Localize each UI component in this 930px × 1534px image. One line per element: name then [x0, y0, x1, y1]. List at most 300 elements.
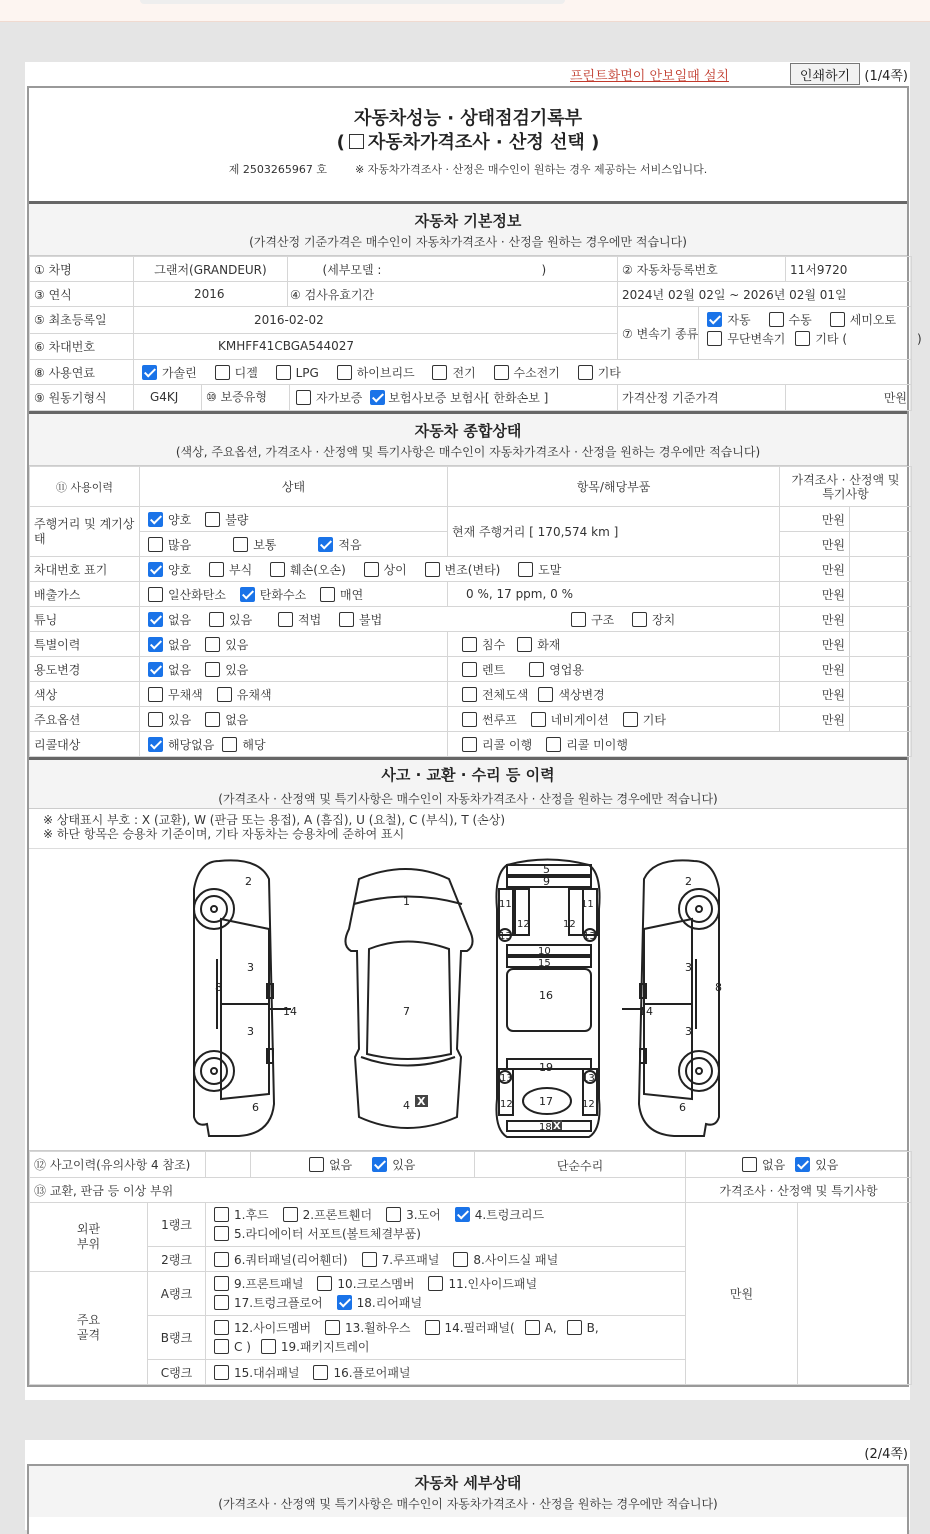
vin-value [134, 333, 618, 360]
svg-text:8: 8 [215, 981, 222, 994]
trans-manual-checkbox[interactable] [769, 312, 784, 327]
part-pillar-c-checkbox[interactable] [214, 1339, 229, 1354]
accident-note-1: ※ 상태표시 부호 : X (교환), W (판금 또는 용접), A (흠집), U (요철), C (부식), T (손상) [43, 813, 506, 827]
purpose-rent-checkbox[interactable] [462, 662, 477, 677]
basic-info-subheading: (가격산정 기준가격은 매수인이 자동차가격조사 · 산정을 원하는 경우에만 적습니다) [249, 235, 687, 249]
color-full-paint-checkbox[interactable] [462, 687, 477, 702]
purpose-note [850, 657, 912, 682]
col-price: 가격조사 · 산정액 및 특기사항 [780, 467, 912, 507]
svg-text:5: 5 [543, 863, 550, 876]
mileage-state-row2 [140, 532, 448, 557]
purpose-yes-checkbox[interactable] [205, 662, 220, 677]
svg-text:13: 13 [499, 931, 512, 942]
trans-semi-checkbox[interactable] [830, 312, 845, 327]
part-front-panel: 9.프론트패널 [234, 1276, 304, 1291]
tuning-label: 튜닝 [30, 607, 140, 632]
fuel-hybrid-label: 하이브리드 [356, 365, 415, 380]
option-other-checkbox[interactable] [623, 712, 638, 727]
svg-text:2: 2 [685, 875, 692, 888]
part-pillar-c: C ) [234, 1339, 251, 1354]
fuel-lpg-checkbox[interactable] [276, 365, 291, 380]
rankC-items [206, 1360, 686, 1385]
special-fire-checkbox[interactable] [517, 637, 532, 652]
page2-number: (2/4쪽) [864, 1447, 908, 1462]
first-reg-text: 2016-02-02 [254, 312, 324, 327]
part-rear-panel: 18.리어패널 [356, 1295, 423, 1310]
special-options [140, 632, 448, 657]
recall-items [448, 732, 912, 757]
car-right-side-view [622, 860, 719, 1136]
mileage-price-2: 만원 [780, 532, 850, 557]
col-usage: ⑪ 사용이력 [30, 467, 140, 507]
rankB-items [206, 1316, 686, 1360]
warranty-label: ⑩ 보증유형 [202, 385, 290, 410]
history-label: ⑫ 사고이력(유의사항 4 참조) [30, 1152, 206, 1178]
accident-notes [29, 809, 907, 849]
part-hood: 1.후드 [234, 1207, 269, 1222]
svg-text:17: 17 [539, 1095, 553, 1108]
report-title: 자동차성능 · 상태점검기록부 [353, 108, 583, 129]
exhaust-co-checkbox[interactable] [148, 587, 163, 602]
purpose-business: 영업용 [549, 662, 584, 677]
warranty-self-checkbox[interactable] [296, 390, 311, 405]
recall-yes-checkbox[interactable] [222, 737, 237, 752]
model-cell [288, 257, 618, 282]
svg-text:4: 4 [403, 1099, 410, 1112]
address-pill [140, 0, 565, 4]
accident-note-2: ※ 하단 항목은 승용차 기준이며, 기타 자동차는 승용차에 준하여 표시 [43, 827, 405, 841]
vin-mark-good-checkbox[interactable] [148, 562, 163, 577]
special-flood-checkbox[interactable] [462, 637, 477, 652]
purpose-rent: 렌트 [482, 662, 506, 677]
part-roof-panel-checkbox[interactable] [362, 1252, 377, 1267]
car-left-side-view [194, 860, 291, 1136]
tuning-device-checkbox[interactable] [632, 612, 647, 627]
rank1-label: 1랭크 [148, 1203, 206, 1247]
mileage-label: 주행거리 및 계기상태 [30, 507, 140, 557]
svg-text:6: 6 [679, 1101, 686, 1114]
serial-suffix: 호 [316, 163, 327, 176]
mileage-good-checkbox[interactable] [148, 512, 163, 527]
part-trunk-floor-checkbox[interactable] [214, 1295, 229, 1310]
part-side-member-checkbox[interactable] [214, 1320, 229, 1335]
valid-value: 2024년 02월 02일 ~ 2026년 02월 01일 [618, 282, 912, 307]
fuel-hydrogen-checkbox[interactable] [494, 365, 509, 380]
motor-label: ⑨ 원동기형식 [30, 385, 134, 411]
warranty-self-label: 자가보증 [316, 391, 363, 405]
recall-options [140, 732, 448, 757]
option-note [850, 707, 912, 732]
recall-done-checkbox[interactable] [462, 737, 477, 752]
repair-none-checkbox[interactable] [742, 1157, 757, 1172]
svg-text:6: 6 [252, 1101, 259, 1114]
tuning-structure: 구조 [591, 612, 615, 627]
history-none-label: 없음 [329, 1158, 353, 1172]
color-options [140, 682, 448, 707]
part-pillar-a-checkbox[interactable] [525, 1320, 540, 1335]
option-sunroof: 썬루프 [482, 712, 517, 727]
part-quarter-panel-checkbox[interactable] [214, 1252, 229, 1267]
rankA-items [206, 1272, 686, 1316]
basic-info-heading: 자동차 기본정보 [414, 212, 522, 230]
svg-text:18: 18 [539, 1122, 552, 1133]
part-side-sill: 8.사이드실 패널 [473, 1252, 559, 1267]
color-items [448, 682, 780, 707]
trans-auto-checkbox[interactable] [707, 312, 722, 327]
mileage-few-checkbox[interactable] [318, 537, 333, 552]
trans-options [699, 307, 921, 359]
fuel-electric-label: 전기 [452, 365, 476, 380]
warranty-ins-checkbox[interactable] [370, 390, 385, 405]
rank2-items [206, 1247, 686, 1272]
price-option-text: 자동차가격조사 · 산정 선택 [367, 132, 585, 153]
exhaust-options [140, 582, 448, 607]
fuel-gasoline-checkbox[interactable] [142, 365, 157, 380]
special-yes-checkbox[interactable] [205, 637, 220, 652]
part-front-fender: 2.프론트휀더 [302, 1207, 373, 1222]
vin-mark-diff-checkbox[interactable] [364, 562, 379, 577]
part-dash-panel: 15.대쉬패널 [234, 1365, 300, 1380]
fuel-hydrogen-label: 수소전기 [513, 365, 560, 380]
purpose-business-checkbox[interactable] [529, 662, 544, 677]
basic-info-table [29, 256, 922, 411]
tuning-illegal-checkbox[interactable] [339, 612, 354, 627]
part-pillar-b-checkbox[interactable] [567, 1320, 582, 1335]
report-sheet-page1 [25, 62, 922, 1400]
serial-line [29, 161, 907, 177]
trans-other-checkbox[interactable] [795, 331, 810, 346]
tuning-yes-checkbox[interactable] [209, 612, 224, 627]
svg-text:3: 3 [247, 961, 254, 974]
svg-text:12: 12 [500, 1099, 513, 1110]
status-subheading: (색상, 주요옵션, 가격조사 · 산정액 및 특기사항은 매수인이 자동차가격조사 · 산정을 원하는 경우에만 적습니다) [175, 445, 761, 459]
page2-frame [27, 1464, 909, 1534]
detail-heading: 자동차 세부상태 [414, 1474, 522, 1492]
vin-mark-altered-checkbox[interactable] [425, 562, 440, 577]
parts-note [798, 1203, 912, 1385]
tuning-yes: 있음 [229, 612, 253, 627]
tuning-device: 장치 [652, 612, 676, 627]
history-yes-checkbox[interactable] [372, 1157, 387, 1172]
status-heading: 자동차 종합상태 [414, 422, 522, 440]
fuel-diesel-checkbox[interactable] [215, 365, 230, 380]
vin-label: ⑥ 차대번호 [30, 333, 134, 360]
part-front-panel-checkbox[interactable] [214, 1276, 229, 1291]
status-header [29, 411, 907, 466]
purpose-none: 없음 [168, 662, 192, 677]
car-name-label: ① 차명 [30, 257, 134, 282]
col-item: 항목/해당부품 [448, 467, 780, 507]
part-radiator-support-checkbox[interactable] [214, 1226, 229, 1241]
vin-mark-label: 차대번호 표기 [30, 557, 140, 582]
purpose-none-checkbox[interactable] [148, 662, 163, 677]
history-none-checkbox[interactable] [309, 1157, 324, 1172]
parts-price-col: 가격조사 · 산정액 및 특기사항 [686, 1178, 912, 1203]
svg-text:16: 16 [539, 989, 553, 1002]
tuning-options [140, 607, 780, 632]
warranty-ins-label: 보험사보증 보험사[ 한화손보 ] [388, 391, 549, 405]
accident-table [29, 1151, 912, 1385]
trans-cvt-checkbox[interactable] [707, 331, 722, 346]
purpose-items [448, 657, 780, 682]
svg-text:X: X [553, 1121, 561, 1132]
color-label: 색상 [30, 682, 140, 707]
exhaust-note [850, 582, 912, 607]
option-sunroof-checkbox[interactable] [462, 712, 477, 727]
report-frame [27, 86, 922, 1387]
vin-mark-altered: 변조(변타) [444, 562, 501, 577]
reg-label: ② 자동차등록번호 [618, 257, 786, 282]
special-note [850, 632, 912, 657]
vin-mark-rust: 부식 [229, 562, 253, 577]
tuning-note [850, 607, 912, 632]
part-trunk-lid-checkbox[interactable] [455, 1207, 470, 1222]
part-pillar-a: A, [544, 1320, 557, 1335]
tuning-price: 만원 [780, 607, 850, 632]
motor-warranty-cell [134, 385, 618, 411]
part-cross-member: 10.크로스멤버 [337, 1276, 415, 1291]
vin-mark-damage-checkbox[interactable] [270, 562, 285, 577]
color-chromatic: 유채색 [236, 687, 272, 702]
mileage-normal-label: 보통 [253, 537, 277, 552]
first-reg-value [134, 307, 618, 334]
option-navi: 네비게이션 [550, 712, 609, 727]
svg-text:11: 11 [581, 899, 594, 910]
recall-yes: 해당 [242, 737, 266, 752]
tuning-structure-checkbox[interactable] [571, 612, 586, 627]
svg-text:13: 13 [500, 1073, 513, 1084]
vin-text: KMHFF41CBGA544027 [218, 339, 355, 354]
simple-repair-options [686, 1152, 912, 1178]
mileage-bad-label: 불량 [225, 512, 249, 527]
svg-text:3: 3 [685, 961, 692, 974]
car-name-value: 그랜저(GRANDEUR) [134, 257, 288, 282]
trans-auto-label: 자동 [727, 313, 751, 327]
mileage-reading: 현재 주행거리 [ 170,574 km ] [448, 507, 780, 557]
year-text: 2016 [194, 287, 225, 301]
car-diagram-svg [29, 849, 911, 1151]
exhaust-hc: 탄화수소 [259, 587, 307, 602]
svg-text:11: 11 [499, 899, 512, 910]
reg-value: 11서9720 [786, 257, 912, 282]
exhaust-values: 0 %, 17 ppm, 0 % [448, 582, 780, 607]
part-rear-panel-checkbox[interactable] [337, 1295, 352, 1310]
rank1-items [206, 1203, 686, 1247]
part-floor-panel-checkbox[interactable] [313, 1365, 328, 1380]
svg-text:13: 13 [582, 1073, 595, 1084]
paren-open: ( [336, 132, 345, 153]
part-package-tray-checkbox[interactable] [261, 1339, 276, 1354]
vin-mark-options [140, 557, 780, 582]
part-package-tray: 19.패키지트레이 [280, 1339, 370, 1354]
special-none-checkbox[interactable] [148, 637, 163, 652]
part-cross-member-checkbox[interactable] [317, 1276, 332, 1291]
trans-other-close: ) [917, 332, 922, 346]
history-yes-label: 있음 [392, 1158, 416, 1172]
print-toolbar [25, 62, 910, 86]
print-button[interactable]: 인쇄하기 [790, 63, 860, 85]
vin-mark-rust-checkbox[interactable] [209, 562, 224, 577]
special-fire: 화재 [537, 637, 561, 652]
exhaust-co: 일산화탄소 [168, 587, 226, 602]
part-radiator-support: 5.라디에이터 서포트(볼트체결부품) [234, 1226, 421, 1241]
recall-notdone: 리콜 미이행 [566, 737, 628, 752]
repair-none-label: 없음 [762, 1158, 786, 1172]
mileage-many-checkbox[interactable] [148, 537, 163, 552]
rankB-label: B랭크 [148, 1316, 206, 1360]
option-items [448, 707, 780, 732]
color-achromatic: 무채색 [168, 687, 203, 702]
price-basis-label: 가격산정 기준가격 [618, 385, 786, 411]
purpose-label: 용도변경 [30, 657, 140, 682]
exhaust-smoke-checkbox[interactable] [320, 587, 335, 602]
svg-text:14: 14 [283, 1005, 297, 1018]
fuel-gasoline-label: 가솔린 [162, 365, 197, 380]
year-value [134, 282, 288, 307]
option-price: 만원 [780, 707, 850, 732]
recall-na-checkbox[interactable] [148, 737, 163, 752]
vin-mark-smear: 도말 [538, 562, 562, 577]
color-full-paint: 전체도색 [482, 687, 529, 702]
repair-yes-label: 있음 [815, 1158, 839, 1172]
accident-header [29, 757, 907, 809]
trans-other-label: 기타 ( [815, 332, 848, 346]
outer-panel-label: 외판 부위 [30, 1203, 148, 1272]
purpose-price: 만원 [780, 657, 850, 682]
fuel-other-checkbox[interactable] [578, 365, 593, 380]
browser-top-band [0, 0, 930, 22]
tuning-legal-checkbox[interactable] [278, 612, 293, 627]
mileage-note-2 [850, 532, 912, 557]
fuel-hybrid-checkbox[interactable] [337, 365, 352, 380]
part-front-fender-checkbox[interactable] [283, 1207, 298, 1222]
option-navi-checkbox[interactable] [531, 712, 546, 727]
trans-manual-label: 수동 [788, 313, 812, 327]
option-yes: 있음 [168, 712, 192, 727]
svg-text:3: 3 [247, 1025, 254, 1038]
exhaust-smoke: 매연 [340, 587, 364, 602]
part-wheel-house-checkbox[interactable] [325, 1320, 340, 1335]
special-yes: 있음 [225, 637, 249, 652]
part-dash-panel-checkbox[interactable] [214, 1365, 229, 1380]
option-no: 없음 [225, 712, 249, 727]
part-pillar-panel-checkbox[interactable] [425, 1320, 440, 1335]
tuning-none-checkbox[interactable] [148, 612, 163, 627]
part-pillar-panel: 14.필러패널( [444, 1320, 515, 1335]
special-label: 특별이력 [30, 632, 140, 657]
serial-note: ※ 자동차가격조사 · 산정은 매수인이 원하는 경우 제공하는 서비스입니다. [354, 163, 708, 176]
color-change-checkbox[interactable] [538, 687, 553, 702]
trans-semi-label: 세미오토 [849, 313, 897, 327]
color-achromatic-checkbox[interactable] [148, 687, 163, 702]
accident-heading: 사고 · 교환 · 수리 등 이력 [381, 766, 555, 784]
exhaust-price: 만원 [780, 582, 850, 607]
status-table [29, 466, 912, 757]
option-options [140, 707, 448, 732]
special-items [448, 632, 780, 657]
svg-text:14: 14 [639, 1005, 653, 1018]
model-label: (세부모델 : [322, 262, 382, 277]
recall-notdone-checkbox[interactable] [546, 737, 561, 752]
part-inside-panel: 11.인사이드패널 [448, 1276, 538, 1291]
part-hood-checkbox[interactable] [214, 1207, 229, 1222]
mileage-price-1: 만원 [780, 507, 850, 532]
mileage-bad-checkbox[interactable] [205, 512, 220, 527]
option-no-checkbox[interactable] [205, 712, 220, 727]
fuel-label: ⑧ 사용연료 [30, 360, 134, 385]
mileage-good-label: 양호 [168, 512, 192, 527]
purpose-yes: 있음 [225, 662, 249, 677]
special-flood: 침수 [482, 637, 506, 652]
trans-label: ⑦ 변속기 종류 [618, 307, 699, 359]
vin-mark-diff: 상이 [383, 562, 407, 577]
price-option-checkbox[interactable] [349, 134, 364, 149]
mileage-few-label: 적음 [338, 537, 362, 552]
vin-mark-damage: 훼손(오손) [290, 562, 346, 577]
recall-na: 해당없음 [168, 737, 215, 752]
part-side-sill-checkbox[interactable] [453, 1252, 468, 1267]
color-price: 만원 [780, 682, 850, 707]
mileage-note-1 [850, 507, 912, 532]
parts-price: 만원 [686, 1203, 798, 1385]
basic-info-header [29, 204, 907, 256]
svg-text:2: 2 [245, 875, 252, 888]
page2-toolbar [25, 1440, 910, 1464]
frame-label: 주요 골격 [30, 1272, 148, 1385]
special-none: 없음 [168, 637, 192, 652]
repair-yes-checkbox[interactable] [795, 1157, 810, 1172]
svg-text:3: 3 [685, 1025, 692, 1038]
simple-repair-label: 단순수리 [556, 1159, 604, 1173]
color-change: 색상변경 [558, 687, 605, 702]
tuning-illegal: 불법 [359, 612, 383, 627]
color-chromatic-checkbox[interactable] [217, 687, 232, 702]
option-other: 기타 [642, 712, 666, 727]
fuel-electric-checkbox[interactable] [432, 365, 447, 380]
fuel-options [134, 360, 912, 385]
svg-text:8: 8 [715, 981, 722, 994]
car-damage-diagram [29, 849, 907, 1151]
price-basis-unit: 만원 [786, 385, 912, 411]
tuning-none: 없음 [168, 612, 192, 627]
detail-subheading: (가격조사 · 산정액 및 특기사항은 매수인이 자동차가격조사 · 산정을 원하는 경우에만 적습니다) [218, 1497, 718, 1511]
svg-text:1: 1 [403, 895, 410, 908]
rankA-label: A랭크 [148, 1272, 206, 1316]
exhaust-hc-checkbox[interactable] [240, 587, 255, 602]
price-option-title [29, 128, 907, 154]
rankC-label: C랭크 [148, 1360, 206, 1385]
svg-text:12: 12 [563, 919, 576, 930]
svg-text:X: X [417, 1095, 426, 1108]
part-side-member: 12.사이드멤버 [234, 1320, 312, 1335]
purpose-options [140, 657, 448, 682]
vin-mark-note [850, 557, 912, 582]
vin-mark-smear-checkbox[interactable] [518, 562, 533, 577]
part-door-checkbox[interactable] [386, 1207, 401, 1222]
part-inside-panel-checkbox[interactable] [428, 1276, 443, 1291]
svg-text:13: 13 [583, 931, 596, 942]
history-options [206, 1152, 686, 1178]
option-yes-checkbox[interactable] [148, 712, 163, 727]
svg-text:10: 10 [538, 946, 551, 957]
paren-close: ) [591, 132, 600, 153]
svg-text:12: 12 [582, 1099, 595, 1110]
svg-text:12: 12 [517, 919, 530, 930]
print-install-link[interactable]: 프린트화면이 안보일때 설치 [570, 69, 729, 84]
serial-prefix: 제 [228, 163, 240, 176]
model-close: ) [541, 262, 547, 277]
mileage-normal-checkbox[interactable] [233, 537, 248, 552]
